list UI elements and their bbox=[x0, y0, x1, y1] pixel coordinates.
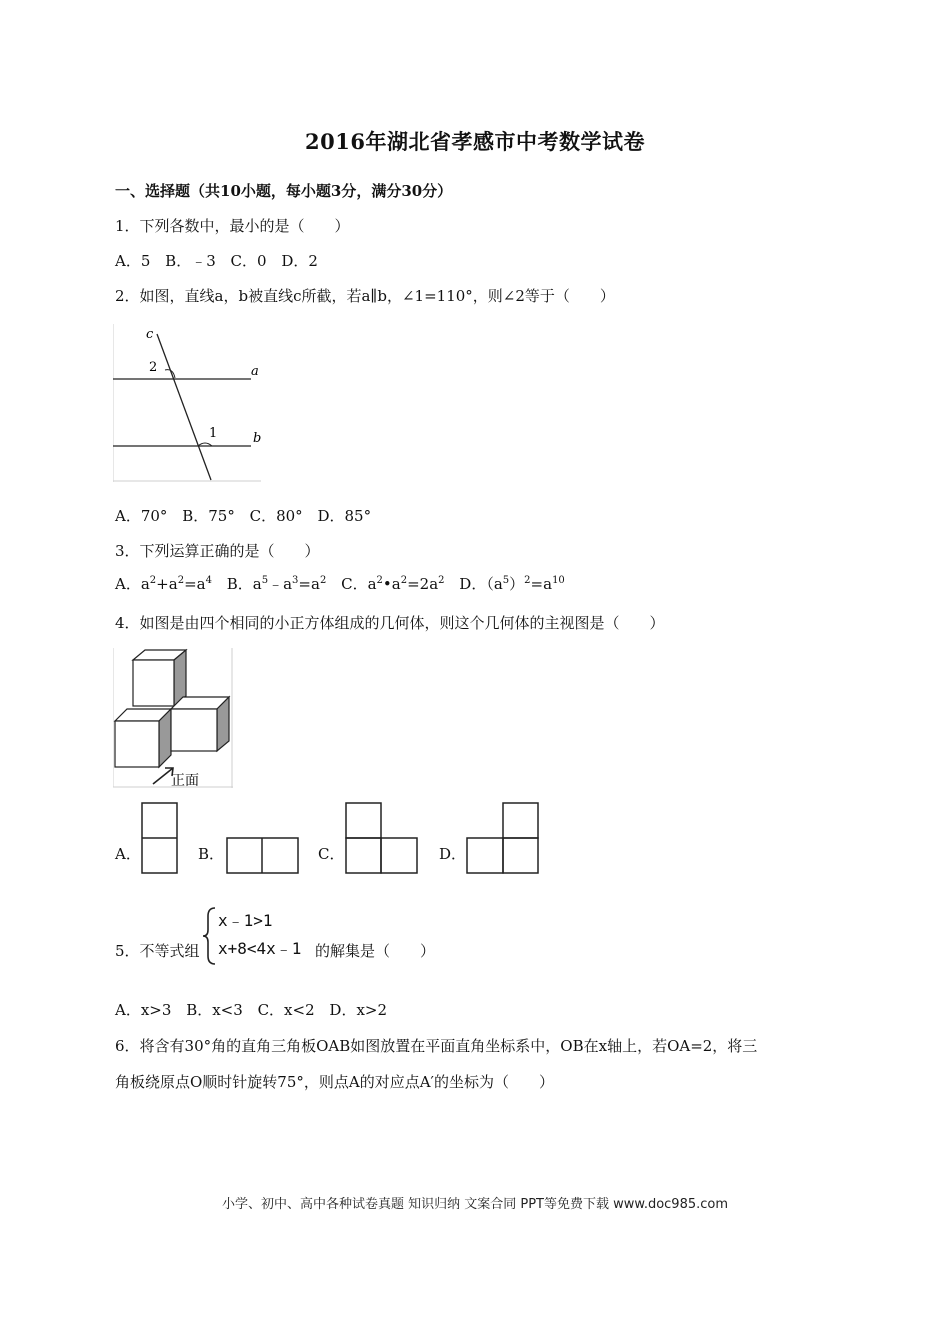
q4-option-a-label[interactable]: A． bbox=[115, 845, 141, 863]
q5-option-c[interactable]: C．x<2 bbox=[257, 1001, 315, 1019]
question-4-stem: 4．如图是由四个相同的小正方体组成的几何体，则这个几何体的主视图是（ ） bbox=[115, 614, 665, 632]
label-a: a bbox=[251, 364, 259, 379]
q4-option-a-figure[interactable] bbox=[141, 802, 179, 878]
q1-option-d[interactable]: D．2 bbox=[281, 252, 318, 270]
q4-option-c-label[interactable]: C． bbox=[318, 845, 345, 863]
q4-option-c-figure[interactable] bbox=[345, 802, 419, 878]
q4-option-d-figure[interactable] bbox=[466, 802, 540, 878]
label-angle-1: 1 bbox=[209, 426, 218, 441]
q2-option-b[interactable]: B．75° bbox=[182, 507, 235, 525]
q1-option-b[interactable]: B．﹣3 bbox=[165, 252, 216, 270]
q3-option-d[interactable]: D．$(a^5)^2=a^{10}$ bbox=[459, 575, 565, 593]
label-c: c bbox=[146, 327, 154, 342]
front-label: 正面 bbox=[171, 773, 199, 788]
q3-option-c[interactable]: C．$a^2•a^2=2a^2$ bbox=[341, 575, 445, 593]
q3-option-a[interactable]: A．$a^2+a^2=a^4$ bbox=[115, 575, 212, 593]
q4-option-d-label[interactable]: D． bbox=[439, 845, 467, 863]
question-5-suffix: 的解集是（ ） bbox=[315, 942, 436, 960]
question-2-stem: 2．如图，直线a，b被直线c所截，若a∥b，∠1=110°，则∠2等于（ ） bbox=[115, 287, 615, 305]
label-angle-2: 2 bbox=[149, 360, 158, 375]
q5-option-a[interactable]: A．x>3 bbox=[115, 1001, 172, 1019]
cubes-figure bbox=[113, 648, 233, 788]
question-1-options bbox=[115, 251, 318, 271]
question-1-stem: 1．下列各数中，最小的是（ ） bbox=[115, 217, 350, 235]
parallel-lines-figure bbox=[113, 324, 261, 482]
q2-option-a[interactable]: A．70° bbox=[115, 507, 168, 525]
page-footer[interactable]: 小学、初中、高中各种试卷真题 知识归纳 文案合同 PPT等免费下载 www.doc985.com bbox=[221, 1197, 729, 1212]
question-3-stem: 3．下列运算正确的是（ ） bbox=[115, 542, 320, 560]
label-b: b bbox=[253, 431, 261, 446]
section-heading: 一、选择题（共10小题，每小题3分，满分30分） bbox=[115, 182, 453, 200]
question-6-line-1: 6．将含有30°角的直角三角板OAB如图放置在平面直角坐标系中，OB在x轴上，若OA=2，将三 bbox=[115, 1037, 758, 1055]
question-5-options bbox=[115, 1000, 387, 1020]
q3-option-b[interactable]: B．$a^5﹣a^3=a^2$ bbox=[226, 575, 327, 593]
question-6-line-2: 角板绕原点O顺时针旋转75°，则点A的对应点A′的坐标为（ ） bbox=[115, 1073, 554, 1091]
q5-option-d[interactable]: D．x>2 bbox=[329, 1001, 388, 1019]
q2-option-c[interactable]: C．80° bbox=[249, 507, 303, 525]
question-3-options bbox=[115, 574, 565, 594]
q5-option-b[interactable]: B．x<3 bbox=[186, 1001, 243, 1019]
q2-option-d[interactable]: D．85° bbox=[317, 507, 372, 525]
question-5-prefix: 5．不等式组 bbox=[115, 942, 200, 960]
q1-option-a[interactable]: A．5 bbox=[115, 252, 151, 270]
inequality-2: x+8<4x﹣1 bbox=[218, 939, 302, 958]
q4-option-b-label[interactable]: B． bbox=[198, 845, 225, 863]
q4-option-b-figure[interactable] bbox=[226, 837, 300, 879]
system-brace bbox=[202, 906, 218, 966]
question-2-options bbox=[115, 506, 371, 526]
inequality-1: x﹣1>1 bbox=[218, 911, 273, 930]
q1-option-c[interactable]: C．0 bbox=[230, 252, 267, 270]
page-title: 2016年湖北省孝感市中考数学试卷 bbox=[305, 129, 645, 154]
